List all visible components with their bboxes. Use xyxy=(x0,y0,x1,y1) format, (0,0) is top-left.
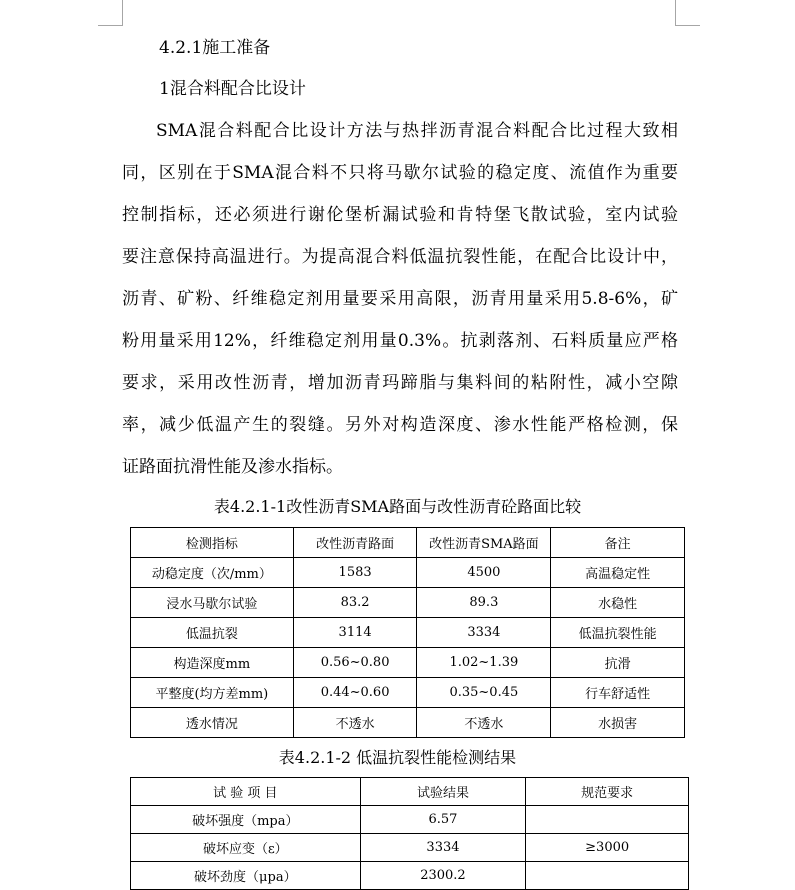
paragraph-line: 率，减少低温产生的裂缝。另外对构造深度、渗水性能严格检测，保 xyxy=(122,415,678,435)
crop-mark-top-left xyxy=(98,25,123,26)
table-cell: 不透水 xyxy=(293,708,417,738)
table-cell: 6.57 xyxy=(360,806,526,834)
paragraph-line: 证路面抗滑性能及渗水指标。 xyxy=(122,457,343,477)
table-cell: 浸水马歇尔试验 xyxy=(131,588,294,618)
table-header-cell: 试 验 项 目 xyxy=(131,778,361,806)
table-cell: 3334 xyxy=(360,834,526,862)
table-cell: 1583 xyxy=(293,558,417,588)
table-row xyxy=(131,834,689,862)
table-header-row xyxy=(131,528,685,558)
table-cell: ≥3000 xyxy=(526,834,689,862)
table-row xyxy=(131,588,685,618)
table-cell: 0.35~0.45 xyxy=(417,678,551,708)
table-cell xyxy=(526,862,689,890)
subsection-heading: 1混合料配合比设计 xyxy=(159,79,306,99)
table2-caption: 表4.2.1-2 低温抗裂性能检测结果 xyxy=(278,748,517,767)
paragraph-line: 粉用量采用12%，纤维稳定剂用量0.3%。抗剥落剂、石料质量应严格 xyxy=(122,331,678,351)
table-cell: 89.3 xyxy=(417,588,551,618)
table-row xyxy=(131,862,689,890)
table-cell: 透水情况 xyxy=(131,708,294,738)
table-header-cell: 改性沥青路面 xyxy=(293,528,417,558)
table-cell: 破坏应变（ε） xyxy=(131,834,361,862)
table-cell: 1.02~1.39 xyxy=(417,648,551,678)
table-cell: 破坏劲度（μpa） xyxy=(131,862,361,890)
paragraph-line: 沥青、矿粉、纤维稳定剂用量要采用高限，沥青用量采用5.8-6%，矿 xyxy=(122,289,678,309)
test-results-table xyxy=(130,777,689,890)
section-heading: 4.2.1施工准备 xyxy=(159,38,271,58)
table-cell: 0.44~0.60 xyxy=(293,678,417,708)
table-cell: 抗滑 xyxy=(551,648,685,678)
comparison-table xyxy=(130,527,685,738)
table-cell: 高温稳定性 xyxy=(551,558,685,588)
table-cell: 3334 xyxy=(417,618,551,648)
crop-mark-top-right xyxy=(675,0,676,26)
table-row xyxy=(131,678,685,708)
table-cell: 行车舒适性 xyxy=(551,678,685,708)
table-cell: 破坏强度（mpa） xyxy=(131,806,361,834)
table-cell: 2300.2 xyxy=(360,862,526,890)
table-cell: 动稳定度（次/mm） xyxy=(131,558,294,588)
table-header-cell: 改性沥青SMA路面 xyxy=(417,528,551,558)
table-header-cell: 备注 xyxy=(551,528,685,558)
table-row xyxy=(131,806,689,834)
table-cell xyxy=(526,806,689,834)
table-header-cell: 检测指标 xyxy=(131,528,294,558)
paragraph-line: 要注意保持高温进行。为提高混合料低温抗裂性能，在配合比设计中， xyxy=(122,247,678,267)
table-cell: 83.2 xyxy=(293,588,417,618)
paragraph-line: 控制指标，还必须进行谢伦堡析漏试验和肯特堡飞散试验，室内试验 xyxy=(122,205,678,225)
table-cell: 不透水 xyxy=(417,708,551,738)
table-cell: 3114 xyxy=(293,618,417,648)
table-header-cell: 试验结果 xyxy=(360,778,526,806)
table-cell: 水损害 xyxy=(551,708,685,738)
table-row xyxy=(131,708,685,738)
table-cell: 低温抗裂性能 xyxy=(551,618,685,648)
body-paragraph xyxy=(122,115,678,493)
paragraph-line: 同，区别在于SMA混合料不只将马歇尔试验的稳定度、流值作为重要 xyxy=(122,163,678,183)
table-row xyxy=(131,618,685,648)
table-cell: 平整度(均方差mm) xyxy=(131,678,294,708)
table-header-row xyxy=(131,778,689,806)
table-cell: 构造深度mm xyxy=(131,648,294,678)
paragraph-line: 要求，采用改性沥青，增加沥青玛蹄脂与集料间的粘附性，减小空隙 xyxy=(122,373,678,393)
table-row xyxy=(131,648,685,678)
crop-mark-top-right xyxy=(675,25,700,26)
table-row xyxy=(131,558,685,588)
table-cell: 0.56~0.80 xyxy=(293,648,417,678)
table-header-cell: 规范要求 xyxy=(526,778,689,806)
table1-caption: 表4.2.1-1改性沥青SMA路面与改性沥青砼路面比较 xyxy=(213,497,582,516)
paragraph-line: SMA混合料配合比设计方法与热拌沥青混合料配合比过程大致相 xyxy=(156,121,678,141)
table-cell: 4500 xyxy=(417,558,551,588)
crop-mark-top-left xyxy=(122,0,123,26)
table-cell: 水稳性 xyxy=(551,588,685,618)
table-cell: 低温抗裂 xyxy=(131,618,294,648)
